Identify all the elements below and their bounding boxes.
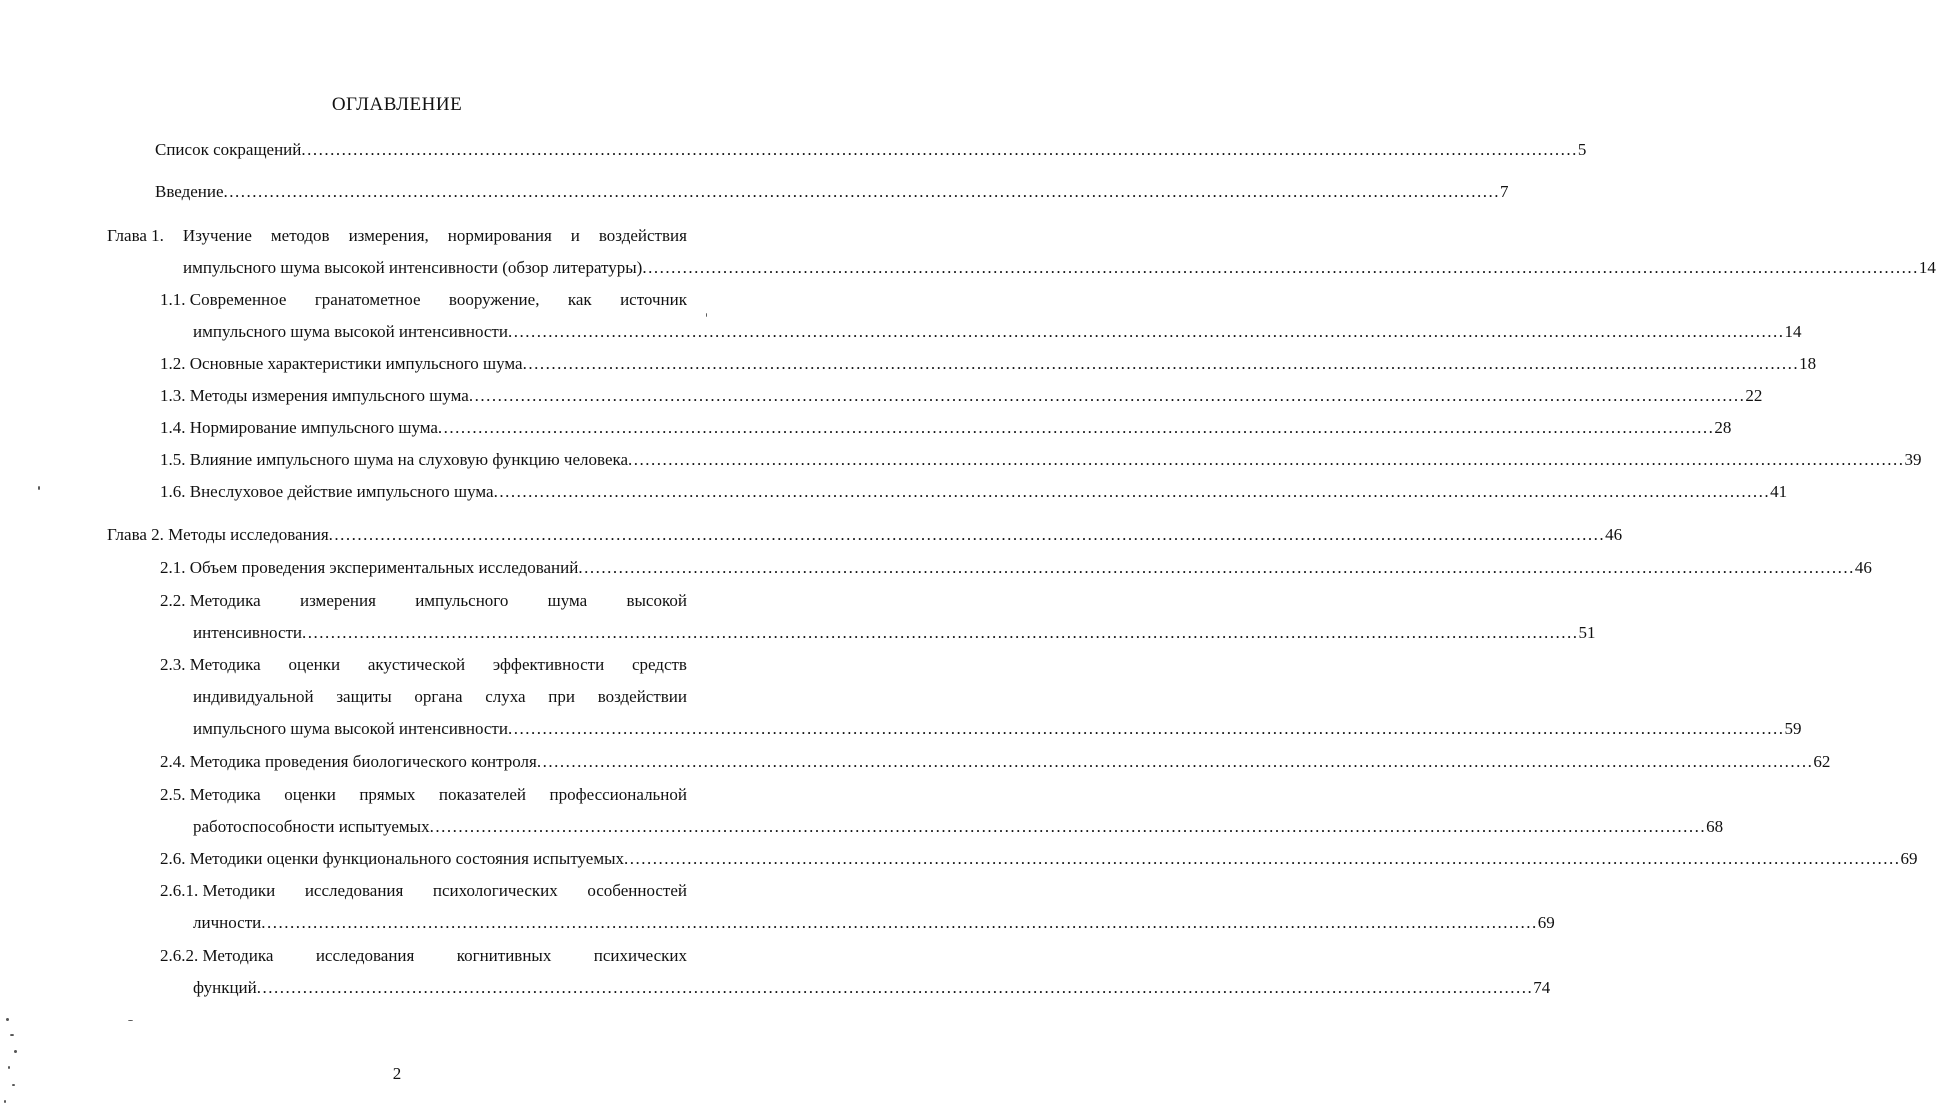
toc-word: эффективности	[492, 655, 605, 674]
toc-entry-introduction[interactable]	[155, 180, 1509, 204]
scan-speck	[12, 1084, 15, 1086]
toc-entry-2-6[interactable]	[160, 847, 1918, 871]
toc-word: 2.6.2. Методика	[160, 946, 274, 965]
toc-word: средств	[631, 655, 687, 674]
toc-page-number: 46	[1854, 558, 1872, 577]
toc-leader: ..............................................................................................................................................................................................................................	[642, 258, 1919, 277]
toc-page-number: 69	[1900, 849, 1918, 868]
scan-speck	[6, 1018, 9, 1021]
toc-entry-title: функций	[193, 978, 257, 997]
toc-entry-title: Список сокращений	[155, 140, 302, 159]
toc-entry-2-3-cont[interactable]	[193, 717, 1802, 741]
toc-entry-title: Введение	[155, 182, 224, 201]
toc-word: высокой	[626, 591, 687, 610]
toc-word: воздействия	[598, 226, 687, 245]
toc-leader: ..............................................................................................................................................................................................................................	[261, 913, 1538, 932]
toc-leader: ..............................................................................................................................................................................................................................	[302, 623, 1579, 642]
toc-heading: ОГЛАВЛЕНИЕ	[331, 94, 463, 115]
toc-leader: ..............................................................................................................................................................................................................................	[301, 140, 1578, 159]
toc-word: психических	[593, 946, 687, 965]
toc-entry-title: работоспособности испытуемых	[193, 817, 430, 836]
toc-entry-chapter-2[interactable]	[107, 523, 1623, 547]
toc-entry-title: 2.4. Методика проведения биологического контроля	[160, 752, 537, 771]
toc-word: исследования	[304, 881, 404, 900]
scan-speck	[14, 1050, 17, 1053]
toc-page-number: 7	[1500, 182, 1509, 201]
toc-entry-1-2[interactable]	[160, 352, 1817, 376]
toc-word: исследования	[315, 946, 415, 965]
toc-entry-2-5[interactable]	[160, 783, 687, 807]
toc-word: гранатометное	[314, 290, 421, 309]
toc-word: 1.1. Современное	[160, 290, 287, 309]
toc-entry-2-1[interactable]	[160, 556, 1872, 580]
toc-page-number: 41	[1770, 482, 1788, 501]
toc-word: измерения,	[348, 226, 429, 245]
toc-page-number: 18	[1799, 354, 1817, 373]
toc-entry-title: 2.1. Объем проведения экспериментальных исследований	[160, 558, 579, 577]
toc-word: нормирования	[447, 226, 552, 245]
toc-leader: ..............................................................................................................................................................................................................................	[536, 752, 1814, 771]
toc-word: когнитивных	[456, 946, 552, 965]
toc-word: и	[570, 226, 580, 245]
toc-leader: ..............................................................................................................................................................................................................................	[468, 386, 1746, 405]
toc-leader: ..............................................................................................................................................................................................................................	[624, 849, 1901, 868]
toc-entry-title: 1.5. Влияние импульсного шума на слуховую функцию человека	[160, 450, 629, 469]
toc-word: как	[567, 290, 592, 309]
toc-word: 2.3. Методика	[160, 655, 261, 674]
toc-word: показателей	[438, 785, 526, 804]
toc-word: вооружение,	[448, 290, 540, 309]
toc-page-number: 46	[1605, 525, 1623, 544]
toc-entry-2-2-cont[interactable]	[193, 621, 1596, 645]
toc-page-number: 62	[1813, 752, 1831, 771]
toc-entry-2-2[interactable]	[160, 589, 687, 613]
toc-entry-1-4[interactable]	[160, 416, 1732, 440]
toc-leader: ..............................................................................................................................................................................................................................	[507, 322, 1785, 341]
toc-page-number: 68	[1706, 817, 1724, 836]
toc-word: источник	[620, 290, 687, 309]
toc-leader: ..............................................................................................................................................................................................................................	[578, 558, 1855, 577]
toc-word: индивидуальной	[193, 687, 314, 706]
toc-word: оценки	[284, 785, 336, 804]
scan-speck	[10, 1034, 14, 1036]
toc-leader: ..............................................................................................................................................................................................................................	[328, 525, 1606, 544]
toc-leader: ..............................................................................................................................................................................................................................	[507, 719, 1785, 738]
scan-speck	[4, 1100, 6, 1103]
toc-word: шума	[547, 591, 588, 610]
toc-word: психологических	[432, 881, 558, 900]
toc-entry-2-5-cont[interactable]	[193, 815, 1724, 839]
toc-word: профессиональной	[549, 785, 687, 804]
toc-word: методов	[270, 226, 330, 245]
toc-word: оценки	[288, 655, 341, 674]
toc-entry-2-3-line2[interactable]	[193, 685, 687, 709]
toc-entry-title: 1.6. Внеслуховое действие импульсного шума	[160, 482, 494, 501]
toc-word: акустической	[367, 655, 466, 674]
toc-entry-2-6-1-cont[interactable]	[193, 911, 1555, 935]
toc-word: Изучение	[182, 226, 252, 245]
toc-word: органа	[414, 687, 463, 706]
toc-page-number: 51	[1578, 623, 1596, 642]
toc-leader: ..............................................................................................................................................................................................................................	[223, 182, 1501, 201]
toc-entry-title: 1.3. Методы измерения импульсного шума	[160, 386, 469, 405]
toc-word: 2.2. Методика	[160, 591, 261, 610]
toc-entry-title: 2.6. Методики оценки функционального состояния испытуемых	[160, 849, 625, 868]
toc-word: Глава 1.	[107, 226, 164, 245]
toc-entry-1-5[interactable]	[160, 448, 1922, 472]
toc-page-number: 74	[1533, 978, 1551, 997]
toc-word: защиты	[336, 687, 392, 706]
toc-word: прямых	[359, 785, 416, 804]
toc-leader: ..............................................................................................................................................................................................................................	[256, 978, 1534, 997]
toc-page-number: 39	[1904, 450, 1922, 469]
toc-word: воздействии	[597, 687, 687, 706]
toc-entry-title: 1.4. Нормирование импульсного шума	[160, 418, 438, 437]
toc-entry-title: интенсивности	[193, 623, 303, 642]
page-number: 2	[392, 1064, 402, 1083]
toc-entry-2-4[interactable]	[160, 750, 1831, 774]
scan-speck	[128, 1020, 133, 1021]
toc-page-number: 28	[1714, 418, 1732, 437]
toc-leader: ..............................................................................................................................................................................................................................	[493, 482, 1771, 501]
toc-entry-chapter-1-cont[interactable]	[183, 256, 1936, 280]
toc-entry-title: Глава 2. Методы исследования	[107, 525, 329, 544]
toc-entry-title: импульсного шума высокой интенсивности (обзор литературы)	[183, 258, 643, 277]
toc-word: измерения	[299, 591, 376, 610]
toc-entry-2-6-1[interactable]	[160, 879, 687, 903]
scan-speck	[38, 486, 40, 490]
toc-page-number: 59	[1784, 719, 1802, 738]
toc-leader: ..............................................................................................................................................................................................................................	[429, 817, 1707, 836]
toc-word: при	[548, 687, 575, 706]
scan-speck	[8, 1066, 10, 1069]
toc-entry-2-6-2[interactable]	[160, 944, 687, 968]
toc-entry-title: личности	[193, 913, 262, 932]
toc-entry-abbreviations[interactable]	[155, 138, 1587, 162]
toc-entry-1-3[interactable]	[160, 384, 1763, 408]
toc-word: 2.5. Методика	[160, 785, 261, 804]
toc-leader: ..............................................................................................................................................................................................................................	[522, 354, 1800, 373]
toc-page-number: 14	[1784, 322, 1802, 341]
toc-entry-title: импульсного шума высокой интенсивности	[193, 322, 508, 341]
toc-word: 2.6.1. Методики	[160, 881, 276, 900]
toc-entry-chapter-1[interactable]	[107, 224, 687, 248]
toc-entry-title: импульсного шума высокой интенсивности	[193, 719, 508, 738]
toc-entry-title: 1.2. Основные характеристики импульсного шума	[160, 354, 523, 373]
toc-entry-1-1[interactable]	[160, 288, 687, 312]
toc-leader: ..............................................................................................................................................................................................................................	[628, 450, 1905, 469]
toc-word: импульсного	[415, 591, 509, 610]
scan-speck	[706, 313, 707, 317]
toc-leader: ..............................................................................................................................................................................................................................	[437, 418, 1715, 437]
toc-entry-2-3[interactable]	[160, 653, 687, 677]
toc-entry-1-6[interactable]	[160, 480, 1788, 504]
toc-page-number: 14	[1918, 258, 1936, 277]
toc-word: особенностей	[587, 881, 687, 900]
toc-word: слуха	[485, 687, 526, 706]
toc-page-number: 69	[1537, 913, 1555, 932]
toc-page-number: 5	[1577, 140, 1587, 159]
toc-entry-1-1-cont[interactable]	[193, 320, 1802, 344]
toc-entry-2-6-2-cont[interactable]	[193, 976, 1551, 1000]
toc-page-number: 22	[1745, 386, 1763, 405]
